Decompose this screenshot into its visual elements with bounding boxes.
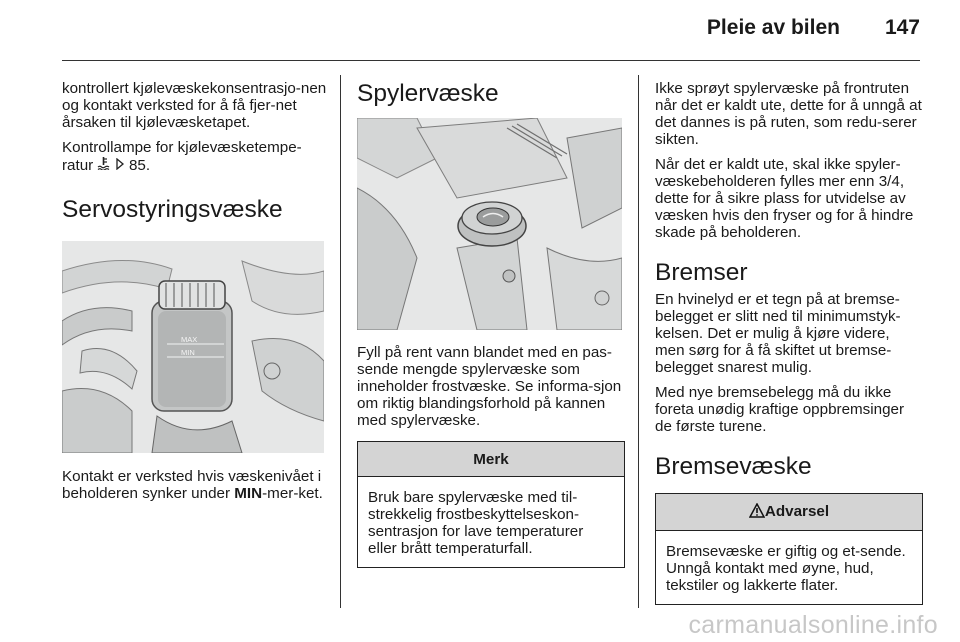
power-steering-text-end: -mer-ket.: [262, 485, 323, 502]
new-brake-pads-paragraph: Med nye bremsebelegg må du ikke foreta unødig kraftige oppbremsinger de første turene.: [655, 384, 905, 435]
page-reference-arrow-icon: [115, 157, 125, 174]
note-title: Merk: [358, 442, 624, 477]
header-rule: [62, 60, 920, 61]
page-reference: 85.: [128, 157, 151, 174]
warning-triangle-icon: [749, 503, 765, 522]
section-heading-bremsevaeske: Bremsevæske: [655, 453, 812, 480]
note-body: Bruk bare spylervæske med til-strekkelig frostbeskyttelseskon-sentrasjon for lave temperaturer eller brått temperaturfall.: [368, 489, 584, 557]
min-mark-label: MIN: [234, 485, 263, 502]
coolant-temperature-icon: [97, 156, 110, 174]
column-2: [357, 80, 625, 568]
warning-body: Bremsevæske er giftig og et-sende. Unngå kontakt med øyne, hud, tekstiler og lakkerte flater.: [666, 543, 906, 594]
coolant-warning-lamp-paragraph: [62, 139, 327, 174]
photo-label-max: MAX: [181, 335, 198, 344]
brakes-squeal-paragraph: En hvinelyd er et tegn på at bremse-belegget er slitt ned til minimumstyk-kelsen. Det er mulig å kjøre videre, men sørg for å få skiftet ut bremse-belegget snarest mulig.: [655, 291, 901, 376]
section-heading-servostyringsvaeske: Servostyringsvæske: [62, 196, 283, 223]
power-steering-paragraph: [62, 468, 327, 502]
coolant-paragraph: kontrollert kjølevæskekonsentrasjo-nen og kontakt verksted for å få fjer-net årsaken til kjølevæsketapet.: [62, 80, 327, 131]
watermark: carmanualsonline.info: [688, 611, 938, 639]
column-3: [655, 80, 923, 605]
column-divider-1: [340, 75, 341, 608]
power-steering-reservoir-photo: [62, 241, 324, 453]
washer-fill-level-paragraph: Når det er kaldt ute, skal ikke spyler-væskebeholderen fylles mer enn 3/4, dette for å sikre plass for utvidelse av væsken hvis den fryser og for å hindre skade på beholderen.: [655, 156, 914, 241]
page-number: 147: [884, 16, 920, 39]
warning-box: [655, 493, 923, 605]
washer-fluid-paragraph: Fyll på rent vann blandet med en pas-sende mengde spylervæske som inneholder frostvæske. Se informa-sjon om riktig blandingsforhold på kannen med spylervæske.: [357, 344, 622, 429]
power-steering-text-start: Kontakt er verksted hvis væskenivået i beholderen synker under: [62, 468, 322, 502]
washer-frost-paragraph: Ikke sprøyt spylervæske på frontruten når det er kaldt ute, dette for å unngå at det dannes is på ruten, som redu-serer sikten.: [655, 80, 922, 148]
section-heading-bremser: Bremser: [655, 259, 748, 286]
note-box: [357, 441, 625, 568]
photo-label-min: MIN: [181, 348, 195, 357]
page-header-title: Pleie av bilen: [706, 16, 840, 39]
coolant-lamp-text: Kontrollampe for kjølevæsketempe-ratur: [62, 139, 302, 174]
warning-header: [656, 494, 922, 531]
washer-fluid-reservoir-photo: [357, 118, 622, 330]
column-divider-2: [638, 75, 639, 608]
warning-title: Advarsel: [764, 503, 830, 520]
column-1: [62, 80, 327, 510]
section-heading-spylervaeske: Spylervæske: [357, 80, 499, 107]
